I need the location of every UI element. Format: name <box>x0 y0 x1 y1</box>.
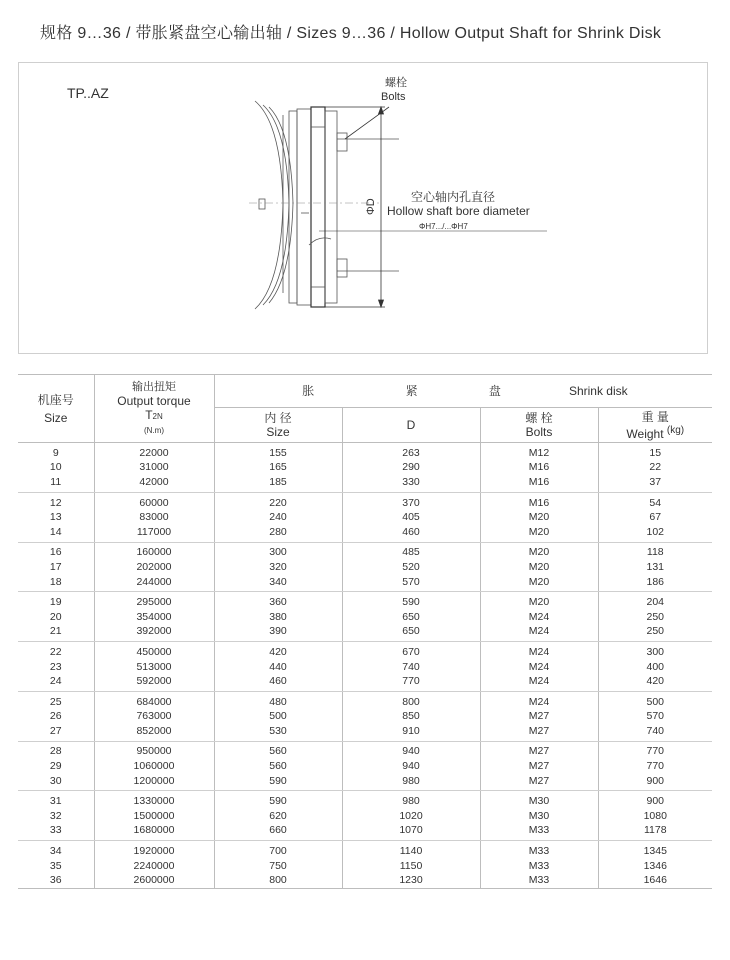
torque-cell: 1060000 <box>94 759 214 774</box>
bolts-cell: M33 <box>480 859 598 874</box>
inner-diameter-cell: 750 <box>214 859 342 874</box>
table-row <box>18 642 712 660</box>
weight-cell: 1080 <box>643 809 667 822</box>
weight-cell: 400 <box>646 660 665 673</box>
size-header: 机座号 Size <box>18 375 94 443</box>
table-row <box>18 691 712 709</box>
d-cell: 910 <box>342 724 480 741</box>
size-cell: 20 <box>18 610 94 625</box>
size-cell: 31 <box>18 791 94 809</box>
d-cell: 980 <box>342 774 480 791</box>
weight-cell: 770 <box>646 745 665 758</box>
bolts-cell: M20 <box>480 560 598 575</box>
table-row <box>18 510 712 525</box>
bolts-cell: M20 <box>480 525 598 542</box>
inner-diameter-cell: 240 <box>214 510 342 525</box>
bolts-cell: M24 <box>480 642 598 660</box>
weight-cell: 250 <box>598 625 712 642</box>
table-row <box>18 710 712 725</box>
d-cell: 850 <box>342 710 480 725</box>
weight-cell: 900 <box>646 795 665 808</box>
weight-cell: 1178 <box>598 824 712 841</box>
size-cell: 13 <box>18 510 94 525</box>
d-cell: 650 <box>342 625 480 642</box>
weight-cell: 54 <box>649 496 662 509</box>
table-row <box>18 791 712 809</box>
size-cell: 28 <box>18 741 94 759</box>
torque-header: 输出扭矩 Output torque T2N (N.m) <box>94 375 214 443</box>
inner-diameter-cell: 420 <box>214 642 342 660</box>
bolts-header: 螺 栓 Bolts <box>480 408 598 443</box>
torque-cell: 2240000 <box>94 859 214 874</box>
bore-label-en: Hollow shaft bore diameter <box>387 204 530 218</box>
d-cell: 330 <box>342 475 480 492</box>
size-cell: 21 <box>18 625 94 642</box>
bore-tolerance: ΦH7.../...ΦH7 <box>419 222 468 231</box>
page-title: 规格 9…36 / 带胀紧盘空心输出轴 / Sizes 9…36 / Hollow Output Shaft for Shrink Disk <box>40 25 662 42</box>
size-cell: 12 <box>18 492 94 510</box>
inner-diameter-cell: 560 <box>214 741 342 759</box>
size-cell: 33 <box>18 824 94 841</box>
table-row <box>18 461 712 476</box>
size-cell: 29 <box>18 759 94 774</box>
torque-cell: 1200000 <box>94 774 214 791</box>
size-cell: 11 <box>18 475 94 492</box>
weight-cell: 250 <box>646 610 665 623</box>
d-cell: 940 <box>342 759 480 774</box>
bolts-cell: M27 <box>480 759 598 774</box>
d-cell: 1070 <box>342 824 480 841</box>
torque-cell: 160000 <box>94 542 214 560</box>
torque-cell: 513000 <box>94 660 214 675</box>
inner-diameter-cell: 185 <box>214 475 342 492</box>
torque-cell: 31000 <box>94 461 214 476</box>
torque-cell: 244000 <box>94 575 214 592</box>
weight-cell: 570 <box>646 710 665 723</box>
table-row <box>18 592 712 610</box>
inner-diameter-cell: 360 <box>214 592 342 610</box>
inner-diameter-cell: 340 <box>214 575 342 592</box>
torque-cell: 2600000 <box>94 873 214 888</box>
inner-diameter-header: 内 径 Size <box>214 408 342 443</box>
weight-cell: 300 <box>646 645 665 658</box>
inner-diameter-cell: 440 <box>214 660 342 675</box>
bolts-cell: M30 <box>480 809 598 824</box>
torque-cell: 392000 <box>94 625 214 642</box>
size-cell: 34 <box>18 841 94 859</box>
bolts-cell: M16 <box>480 475 598 492</box>
inner-diameter-cell: 530 <box>214 724 342 741</box>
weight-cell: 118 <box>646 546 664 559</box>
bolts-cell: M16 <box>480 461 598 476</box>
torque-cell: 1500000 <box>94 809 214 824</box>
technical-drawing <box>18 62 708 354</box>
table-row <box>18 492 712 510</box>
d-cell: 405 <box>342 510 480 525</box>
d-cell: 290 <box>342 461 480 476</box>
torque-cell: 354000 <box>94 610 214 625</box>
inner-diameter-cell: 660 <box>214 824 342 841</box>
table-row <box>18 542 712 560</box>
d-cell: 520 <box>342 560 480 575</box>
bolts-cell: M20 <box>480 542 598 560</box>
torque-cell: 42000 <box>94 475 214 492</box>
bolts-cell: M33 <box>480 824 598 841</box>
size-cell: 23 <box>18 660 94 675</box>
bolts-label-cn: 螺栓 <box>385 77 407 89</box>
bolts-cell: M24 <box>480 610 598 625</box>
d-cell: 940 <box>342 741 480 759</box>
bolts-cell: M24 <box>480 674 598 691</box>
bolts-cell: M16 <box>480 492 598 510</box>
weight-cell: 15 <box>649 446 662 459</box>
d-header: D <box>342 408 480 443</box>
d-cell: 590 <box>342 592 480 610</box>
torque-cell: 60000 <box>94 492 214 510</box>
d-cell: 980 <box>342 791 480 809</box>
torque-cell: 117000 <box>94 525 214 542</box>
weight-cell: 1345 <box>643 845 667 858</box>
torque-cell: 592000 <box>94 674 214 691</box>
inner-diameter-cell: 590 <box>214 791 342 809</box>
size-cell: 22 <box>18 642 94 660</box>
d-cell: 800 <box>342 691 480 709</box>
bolts-cell: M12 <box>480 443 598 461</box>
diameter-label: ΦD <box>365 198 377 215</box>
shrink-disk-group-header: 胀 紧 盘 Shrink disk <box>214 375 712 408</box>
table-row <box>18 575 712 592</box>
torque-cell: 763000 <box>94 710 214 725</box>
table-row <box>18 774 712 791</box>
table-row <box>18 525 712 542</box>
d-cell: 650 <box>342 610 480 625</box>
weight-cell: 1346 <box>643 859 667 872</box>
size-cell: 36 <box>18 873 94 888</box>
inner-diameter-cell: 500 <box>214 710 342 725</box>
size-cell: 19 <box>18 592 94 610</box>
bolts-cell: M24 <box>480 691 598 709</box>
bolts-cell: M20 <box>480 510 598 525</box>
torque-cell: 450000 <box>94 642 214 660</box>
weight-cell: 186 <box>598 575 712 592</box>
torque-cell: 22000 <box>94 443 214 461</box>
table-row <box>18 741 712 759</box>
weight-cell: 900 <box>598 774 712 791</box>
size-cell: 18 <box>18 575 94 592</box>
torque-cell: 852000 <box>94 724 214 741</box>
bolts-cell: M20 <box>480 592 598 610</box>
inner-diameter-cell: 480 <box>214 691 342 709</box>
d-cell: 770 <box>342 674 480 691</box>
d-cell: 370 <box>342 492 480 510</box>
inner-diameter-cell: 800 <box>214 873 342 888</box>
bolts-cell: M30 <box>480 791 598 809</box>
inner-diameter-cell: 165 <box>214 461 342 476</box>
bolts-cell: M27 <box>480 724 598 741</box>
d-cell: 485 <box>342 542 480 560</box>
inner-diameter-cell: 460 <box>214 674 342 691</box>
inner-diameter-cell: 380 <box>214 610 342 625</box>
table-row <box>18 560 712 575</box>
size-cell: 16 <box>18 542 94 560</box>
inner-diameter-cell: 320 <box>214 560 342 575</box>
table-row <box>18 475 712 492</box>
inner-diameter-cell: 280 <box>214 525 342 542</box>
inner-diameter-cell: 590 <box>214 774 342 791</box>
inner-diameter-cell: 300 <box>214 542 342 560</box>
table-body <box>18 443 712 889</box>
size-cell: 27 <box>18 724 94 741</box>
size-cell: 17 <box>18 560 94 575</box>
bolts-cell: M20 <box>480 575 598 592</box>
size-cell: 32 <box>18 809 94 824</box>
size-cell: 26 <box>18 710 94 725</box>
bolts-cell: M24 <box>480 625 598 642</box>
table-row <box>18 809 712 824</box>
d-cell: 1020 <box>342 809 480 824</box>
torque-cell: 1920000 <box>94 841 214 859</box>
weight-header: 重 量 Weight $^{(kg)}$ <box>598 408 712 443</box>
d-cell: 1150 <box>342 859 480 874</box>
d-cell: 1230 <box>342 873 480 888</box>
model-code: TP..AZ <box>67 85 109 101</box>
torque-cell: 684000 <box>94 691 214 709</box>
inner-diameter-cell: 390 <box>214 625 342 642</box>
table-row <box>18 859 712 874</box>
size-cell: 14 <box>18 525 94 542</box>
inner-diameter-cell: 700 <box>214 841 342 859</box>
table-row <box>18 759 712 774</box>
size-cell: 30 <box>18 774 94 791</box>
size-cell: 10 <box>18 461 94 476</box>
inner-diameter-cell: 620 <box>214 809 342 824</box>
shrink-disk-drawing <box>19 63 709 355</box>
bore-label-cn: 空心轴内孔直径 <box>411 190 496 204</box>
table-row <box>18 660 712 675</box>
torque-cell: 1330000 <box>94 791 214 809</box>
inner-diameter-cell: 155 <box>214 443 342 461</box>
inner-diameter-cell: 220 <box>214 492 342 510</box>
table-row <box>18 674 712 691</box>
table-row <box>18 610 712 625</box>
torque-cell: 950000 <box>94 741 214 759</box>
bolts-cell: M27 <box>480 774 598 791</box>
torque-cell: 83000 <box>94 510 214 525</box>
d-cell: 670 <box>342 642 480 660</box>
size-cell: 24 <box>18 674 94 691</box>
d-cell: 263 <box>342 443 480 461</box>
torque-cell: 295000 <box>94 592 214 610</box>
torque-cell: 1680000 <box>94 824 214 841</box>
weight-cell: 204 <box>646 596 665 609</box>
bolts-cell: M33 <box>480 841 598 859</box>
table-row <box>18 824 712 841</box>
weight-cell: 37 <box>598 475 712 492</box>
weight-cell: 740 <box>598 724 712 741</box>
weight-cell: 67 <box>649 511 662 524</box>
weight-cell: 420 <box>598 674 712 691</box>
table-row <box>18 443 712 461</box>
weight-cell: 22 <box>649 461 662 474</box>
d-cell: 740 <box>342 660 480 675</box>
d-cell: 570 <box>342 575 480 592</box>
table-row <box>18 625 712 642</box>
weight-cell: 770 <box>646 760 665 773</box>
size-cell: 35 <box>18 859 94 874</box>
size-cell: 9 <box>18 443 94 461</box>
weight-cell: 102 <box>598 525 712 542</box>
inner-diameter-cell: 560 <box>214 759 342 774</box>
bolts-cell: M27 <box>480 710 598 725</box>
d-cell: 1140 <box>342 841 480 859</box>
table-row <box>18 724 712 741</box>
torque-cell: 202000 <box>94 560 214 575</box>
bolts-cell: M27 <box>480 741 598 759</box>
d-cell: 460 <box>342 525 480 542</box>
table-row <box>18 841 712 859</box>
specification-table-container <box>18 374 712 889</box>
bolts-cell: M24 <box>480 660 598 675</box>
specification-table <box>18 374 712 889</box>
bolts-label-en: Bolts <box>381 91 406 103</box>
weight-cell: 500 <box>646 695 665 708</box>
size-cell: 25 <box>18 691 94 709</box>
weight-cell: 131 <box>646 560 665 573</box>
table-row <box>18 873 712 888</box>
weight-cell: 1646 <box>598 873 712 888</box>
bolts-cell: M33 <box>480 873 598 888</box>
